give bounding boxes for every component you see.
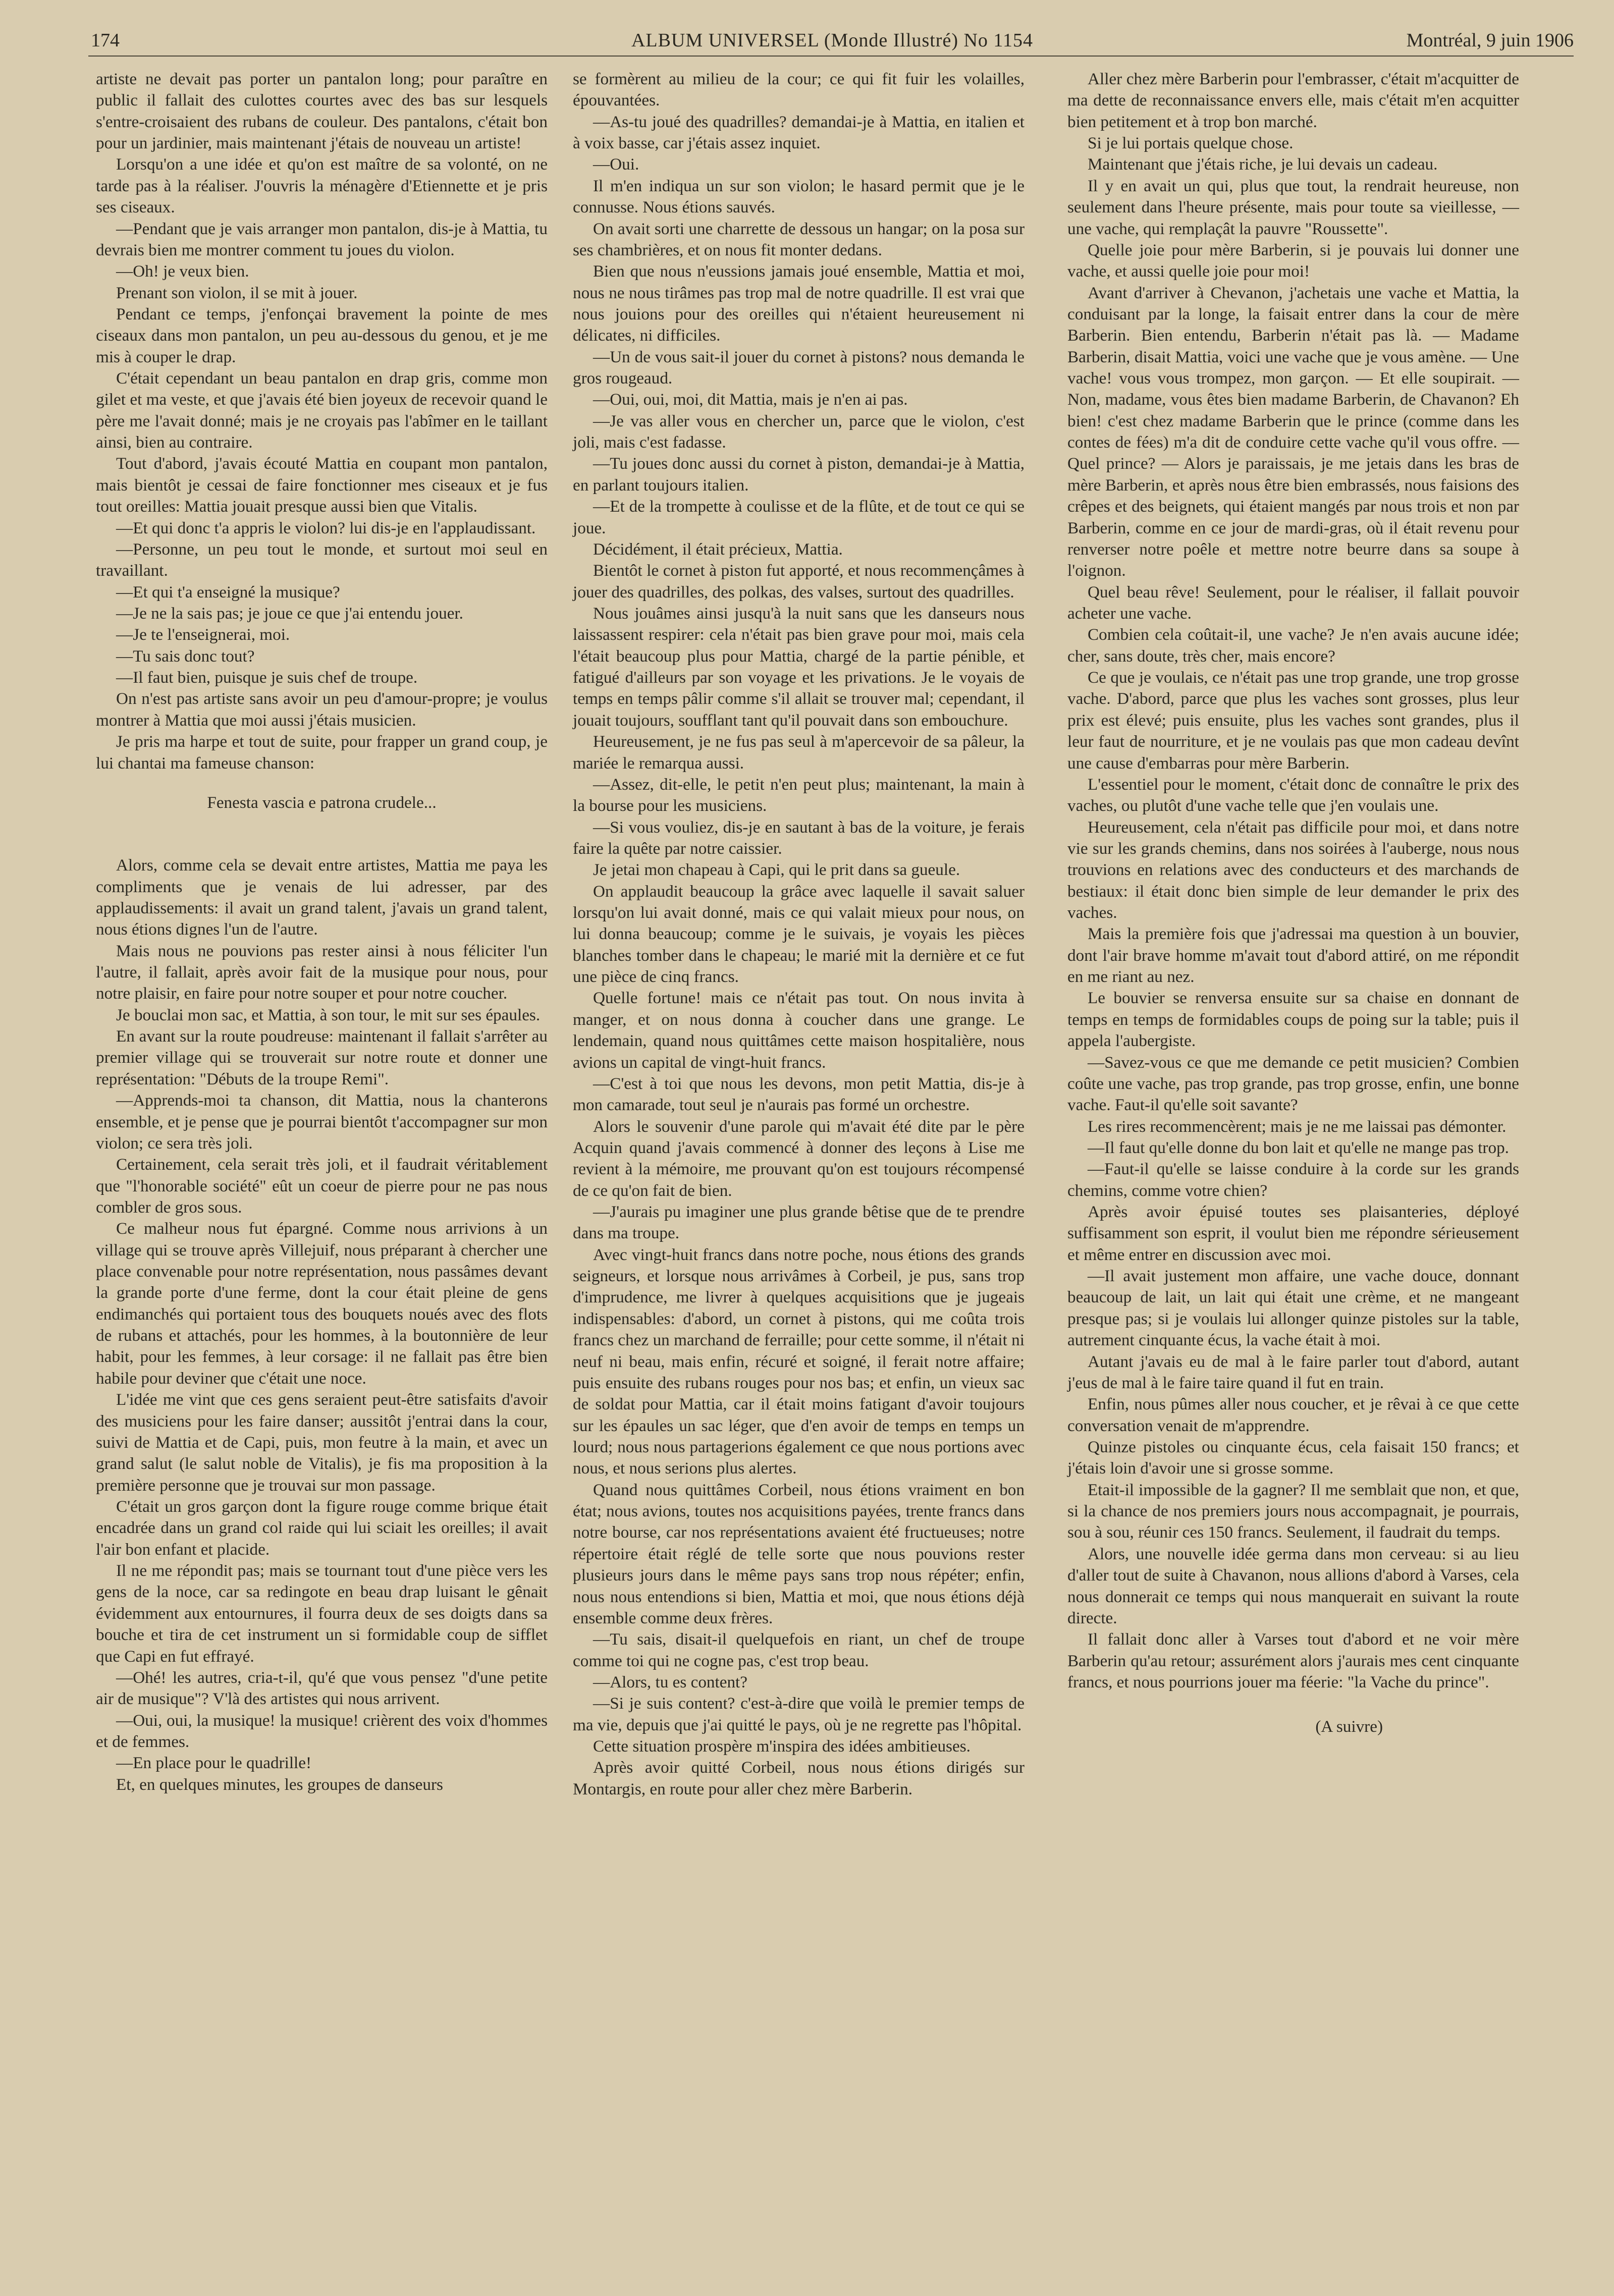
paragraph: —Personne, un peu tout le monde, et surtout moi seul en travaillant.: [96, 539, 548, 580]
paragraph: Quelle fortune! mais ce n'était pas tout. On nous invita à manger, et on nous donna à coucher dans une grange. Le lendemain, quand nous quittâmes cette maison hospitalière, nous avions un capital de vingt-huit francs.: [573, 989, 1025, 1072]
paragraph: —Il faut qu'elle donne du bon lait et qu'elle ne mange pas trop.: [1088, 1138, 1509, 1157]
paragraph: Cette situation prospère m'inspira des idées ambitieuses.: [593, 1737, 971, 1756]
paragraph: —Alors, tu es content?: [593, 1672, 747, 1691]
paragraph: artiste ne devait pas porter un pantalon long; pour paraître en public il fallait des culottes courtes avec des bas sur lesquels s'entre-croisaient des rubans de couleur. Des pantalons, c'était bon pour un jardinier, mais maintenant j'étais de nouveau un artiste!: [96, 70, 548, 153]
paragraph: Alors le souvenir d'une parole qui m'avait été dite par le père Acquin quand j'avais commencé à donner des leçons à Lise me revient à la mémoire, me prouvant qu'on est toujours récompensé de ce qu'on fait de bien.: [573, 1117, 1025, 1200]
paragraph: —Faut-il qu'elle se laisse conduire à la corde sur les grands chemins, comme votre chien?: [1067, 1160, 1519, 1200]
paragraph: —Un de vous sait-il jouer du cornet à pistons? nous demanda le gros rougeaud.: [573, 347, 1025, 388]
paragraph: Ce que je voulais, ce n'était pas une trop grande, une trop grosse vache. D'abord, parce que plus les vaches sont grosses, plus leur prix est élevé; puis ensuite, plus les vaches sont grandes, plus il leur faut de nourriture, et je ne voulais pas que mon cadeau devînt une cause d'embarras pour mère Barberin.: [1067, 668, 1519, 773]
paragraph: —Assez, dit-elle, le petit n'en peut plus; maintenant, la main à la bourse pour les musiciens.: [573, 775, 1025, 815]
paragraph: Quand nous quittâmes Corbeil, nous étions vraiment en bon état; nous avions, toutes nos acquisitions payées, trente francs dans notre bourse, car nos représentations avaient été fructueuses; notre répertoire était réglé de telle sorte que nous pouvions rester plusieurs jours dans le même pays sans trop nous répéter; enfin, nous nous entendions si bien, Mattia et moi, que nous étions déjà ensemble comme deux frères.: [573, 1480, 1025, 1627]
paragraph: —Apprends-moi ta chanson, dit Mattia, nous la chanterons ensemble, et je pense que je pourrai bientôt t'accompagner sur mon violon; ce sera très joli.: [96, 1091, 548, 1153]
paragraph: Certainement, cela serait très joli, et il faudrait véritablement que "l'honorable société" eût un coeur de pierre pour ne pas nous combler de gros sous.: [96, 1155, 548, 1217]
paragraph: Avec vingt-huit francs dans notre poche, nous étions des grands seigneurs, et lorsque nous arrivâmes à Corbeil, je pus, sans trop d'imprudence, me livrer à quelques acquisitions que je jugeais indispensables: d'abord, un cornet à pistons, qui me coûta trois francs chez un marchand de ferraille; pour cette somme, il n'était ni neuf ni beau, mais enfin, récuré et soigné, il ferait notre affaire; puis ensuite des rubans rouges pour nos bas; et enfin, un vieux sac de soldat pour Mattia, car il était moins fatigant d'avoir toujours sur les épaules un sac léger, que d'en avoir de temps en temps un lourd; nous nous partagerions également ce que nous portions avec nous, et nous serions plus alertes.: [573, 1245, 1025, 1478]
paragraph: On applaudit beaucoup la grâce avec laquelle il savait saluer lorsqu'on lui avait donné, mais ce qui valait mieux pour nous, on lui donna beaucoup; comme je le suivais, je voyais les pièces blanches tomber dans le chapeau; le marié mit la dernière et ce fut une pièce de cinq francs.: [573, 882, 1025, 987]
paragraph: Si je lui portais quelque chose.: [1088, 134, 1294, 153]
paragraph: Maintenant que j'étais riche, je lui devais un cadeau.: [1088, 155, 1438, 174]
text-column-2: [573, 69, 1025, 1800]
column-1-body: [96, 69, 548, 774]
paragraph: —Si vous vouliez, dis-je en sautant à bas de la voiture, je ferais faire la quête par notre caissier.: [573, 817, 1025, 858]
paragraph: —Si je suis content? c'est-à-dire que voilà le premier temps de ma vie, depuis que j'ai quitté le pays, où je ne regrette pas l'hôpital.: [573, 1694, 1025, 1734]
paragraph: Alors, comme cela se devait entre artistes, Mattia me paya les compliments que je venais de lui adresser, par des applaudissements: il avait un grand talent, j'avais un grand talent, nous étions dignes l'un de l'autre.: [96, 856, 548, 939]
paragraph: —Et de la trompette à coulisse et de la flûte, et de tout ce qui se joue.: [573, 497, 1025, 537]
paragraph: On avait sorti une charrette de dessous un hangar; on la posa sur ses chambrières, et on nous fit monter dedans.: [573, 219, 1025, 259]
column-1-body-continued: [96, 855, 548, 1795]
paragraph: Enfin, nous pûmes aller nous coucher, et je rêvai à ce que cette conversation venait de m'apprendre.: [1067, 1395, 1519, 1435]
paragraph: —Tu joues donc aussi du cornet à piston, demandai-je à Mattia, en parlant toujours italien.: [573, 454, 1025, 495]
paragraph: Avant d'arriver à Chevanon, j'achetais une vache et Mattia, la conduisant par la longe, la faisait entrer dans la cour de mère Barberin. Bien entendu, Barberin n'était pas là. — Madame Barberin, disait Mattia, voici une vache que je vous amène. — Une vache! vous vous trompez, mon garçon. — Et elle soupirait. — Non, madame, vous êtes bien madame Barberin, de Chavanon? Eh bien! c'est chez madame Barberin que le prince (comme dans les contes de fées) m'a dit de conduire cette vache qu'il vous offre. — Quel prince? — Alors je paraissais, je me jetais dans les bras de mère Barberin, et après nous être bien embrassés, nous faisions des crêpes et des beignets, qui étaient mangés par nous trois et non par Barberin, comme en ce jour de mardi-gras, où il était revenu pour renverser notre poêle et mettre notre beurre dans sa soupe à l'oignon.: [1067, 283, 1519, 580]
paragraph: Heureusement, je ne fus pas seul à m'apercevoir de sa pâleur, la mariée le remarqua aussi.: [573, 732, 1025, 773]
paragraph: L'essentiel pour le moment, c'était donc de connaître le prix des vaches, ou plutôt d'une vache telle que j'en voulais une.: [1067, 775, 1519, 815]
paragraph: Quinze pistoles ou cinquante écus, cela faisait 150 francs; et j'étais loin d'avoir une si grosse somme.: [1067, 1438, 1519, 1478]
paragraph: Quelle joie pour mère Barberin, si je pouvais lui donner une vache, et aussi quelle joie pour moi!: [1067, 240, 1519, 281]
paragraph: —Je te l'enseignerai, moi.: [116, 625, 290, 644]
paragraph: —Pendant que je vais arranger mon pantalon, dis-je à Mattia, tu devrais bien me montrer comment tu joues du violon.: [96, 219, 548, 259]
paragraph: —Savez-vous ce que me demande ce petit musicien? Combien coûte une vache, pas trop grande, pas trop grosse, enfin, une bonne vache. Faut-il qu'elle soit savante?: [1067, 1053, 1519, 1115]
paragraph: Je pris ma harpe et tout de suite, pour frapper un grand coup, je lui chantai ma fameuse chanson:: [96, 732, 548, 773]
paragraph: Après avoir épuisé toutes ses plaisanteries, déployé suffisamment son esprit, il voulut bien me répondre sérieusement et même entrer en discussion avec moi.: [1067, 1202, 1519, 1264]
column-3-body: [1067, 69, 1519, 1693]
paragraph: Décidément, il était précieux, Mattia.: [593, 539, 843, 559]
paragraph: —Oui, oui, la musique! la musique! crièrent des voix d'hommes et de femmes.: [96, 1711, 548, 1751]
paragraph: C'était un gros garçon dont la figure rouge comme brique était encadrée dans un grand col raide qui lui sciait les oreilles; il avait l'air bon enfant et placide.: [96, 1497, 548, 1559]
paragraph: se formèrent au milieu de la cour; ce qui fit fuir les volailles, épouvantées.: [573, 70, 1025, 110]
paragraph: —Tu sais, disait-il quelquefois en riant, un chef de troupe comme toi qui ne cogne pas, c'est trop beau.: [573, 1630, 1025, 1670]
column-2-body: [573, 69, 1025, 1800]
paragraph: Quel beau rêve! Seulement, pour le réaliser, il fallait pouvoir acheter une vache.: [1067, 582, 1519, 623]
paragraph: L'idée me vint que ces gens seraient peut-être satisfaits d'avoir des musiciens pour les faire danser; aussitôt j'entrai dans la cour, suivi de Mattia et de Capi, puis, mon feutre à la main, et avec un grand salut (le salut noble de Vitalis), je fis ma proposition à la première personne que je trouvai sur mon passage.: [96, 1390, 548, 1495]
paragraph: —C'est à toi que nous les devons, mon petit Mattia, dis-je à mon camarade, tout seul je n'aurais pas formé un orchestre.: [573, 1074, 1025, 1115]
publication-title: ALBUM UNIVERSEL (Monde Illustré) No 1154: [631, 30, 1034, 51]
page-number: 174: [91, 30, 120, 51]
paragraph: Il m'en indiqua un sur son violon; le hasard permit que je le connusse. Nous étions sauvés.: [573, 176, 1025, 217]
paragraph: Tout d'abord, j'avais écouté Mattia en coupant mon pantalon, mais bientôt je cessai de faire fonctionner mes ciseaux et je fus tout oreilles: Mattia jouait presque aussi bien que Vitalis.: [96, 454, 548, 516]
paragraph: Pendant ce temps, j'enfonçai bravement la pointe de mes ciseaux dans mon pantalon, un peu au-dessous du genou, et je me mis à couper le drap.: [96, 304, 548, 366]
paragraph: Il y en avait un qui, plus que tout, la rendrait heureuse, non seulement dans l'heure présente, mais pour toute sa vieillesse, — une vache, qui remplaçât la pauvre "Roussette".: [1067, 176, 1519, 238]
to-be-continued: (A suivre): [1315, 1717, 1383, 1736]
paragraph: C'était cependant un beau pantalon en drap gris, comme mon gilet et ma veste, et que j'avais été bien joyeux de recevoir quand le père me l'avait donné; mais je ne croyais pas l'abîmer en le taillant ainsi, bien au contraire.: [96, 369, 548, 452]
paragraph: —Oui, oui, moi, dit Mattia, mais je n'en ai pas.: [593, 390, 908, 409]
paragraph: Après avoir quitté Corbeil, nous nous étions dirigés sur Montargis, en route pour aller chez mère Barberin.: [573, 1758, 1025, 1798]
paragraph: —Il faut bien, puisque je suis chef de troupe.: [116, 668, 418, 687]
paragraph: Mais nous ne pouvions pas rester ainsi à nous féliciter l'un l'autre, il fallait, après avoir fait de la musique pour nous, pour notre plaisir, en faire pour notre souper et pour notre coucher.: [96, 941, 548, 1003]
paragraph: Heureusement, cela n'était pas difficile pour moi, et dans notre vie sur les grands chemins, dans nos soirées à l'auberge, nous nous trouvions en relations avec des conducteurs et des marchands de bestiaux: il était donc bien simple de leur demander le prix des vaches.: [1067, 817, 1519, 922]
paragraph: Je bouclai mon sac, et Mattia, à son tour, le mit sur ses épaules.: [116, 1005, 541, 1024]
paragraph: Il fallait donc aller à Varses tout d'abord et ne voir mère Barberin qu'au retour; assurément alors j'aurais mes cent cinquante francs, et nous pourrions jouer ma féerie: "la Vache du prince".: [1067, 1630, 1519, 1691]
paragraph: —Et qui donc t'a appris le violon? lui dis-je en l'applaudissant.: [116, 518, 536, 537]
paragraph: —En place pour le quadrille!: [116, 1754, 312, 1773]
paragraph: Alors, une nouvelle idée germa dans mon cerveau: si au lieu d'aller tout de suite à Chavanon, nous allions d'abord à Varses, cela nous donnerait ce temps qui nous manquerait en suivant la route directe.: [1067, 1544, 1519, 1627]
song-title: Fenesta vascia e patrona crudele...: [207, 793, 437, 812]
header-rule: [88, 56, 1574, 57]
paragraph: On n'est pas artiste sans avoir un peu d'amour-propre; je voulus montrer à Mattia que moi aussi j'étais musicien.: [96, 689, 548, 730]
paragraph: Prenant son violon, il se mit à jouer.: [116, 283, 358, 302]
text-column-1: [96, 69, 548, 1795]
paragraph: Le bouvier se renversa ensuite sur sa chaise en donnant de temps en temps de formidables coups de poing sur la table; puis il appela l'aubergiste.: [1067, 989, 1519, 1051]
paragraph: —Je ne la sais pas; je joue ce que j'ai entendu jouer.: [116, 604, 463, 623]
paragraph: —Ohé! les autres, cria-t-il, qu'é que vous pensez "d'une petite air de musique"? V'là des artistes qui nous arrivent.: [96, 1668, 548, 1709]
paragraph: Mais la première fois que j'adressai ma question à un bouvier, dont l'air brave homme m'avait tout d'abord attiré, on me répondit en me riant au nez.: [1067, 924, 1519, 987]
paragraph: —J'aurais pu imaginer une plus grande bêtise que de te prendre dans ma troupe.: [573, 1202, 1025, 1243]
paragraph: Et, en quelques minutes, les groupes de danseurs: [116, 1775, 443, 1794]
paragraph: Il ne me répondit pas; mais se tournant tout d'une pièce vers les gens de la noce, car sa redingote en beau drap luisant le gênait évidemment aux entournures, il fourra deux de ses doigts dans sa bouche et tira de cet instrument un si formidable coup de sifflet que Capi en fut effrayé.: [96, 1561, 548, 1666]
paragraph: Lorsqu'on a une idée et qu'on est maître de sa volonté, on ne tarde pas à la réaliser. J'ouvris la ménagère d'Etiennette et je pris ses ciseaux.: [96, 155, 548, 217]
page-header: [91, 29, 1574, 58]
paragraph: Etait-il impossible de la gagner? Il me semblait que non, et que, si la chance de nos premiers jours nous accompagnait, je pourrais, sou à sou, réunir ces 150 francs. Seulement, il faudrait du temps.: [1067, 1480, 1519, 1542]
paragraph: Bien que nous n'eussions jamais joué ensemble, Mattia et moi, nous ne nous tirâmes pas trop mal de notre quadrille. Il est vrai que nous jouions pour des oreilles qui n'étaient heureusement ni délicates, ni difficiles.: [573, 262, 1025, 345]
paragraph: —As-tu joué des quadrilles? demandai-je à Mattia, en italien et à voix basse, car j'étais assez inquiet.: [573, 112, 1025, 153]
paragraph: Ce malheur nous fut épargné. Comme nous arrivions à un village qui se trouve après Villejuif, nous préparant à chercher une place convenable pour notre représentation, nous passâmes devant la grande porte d'une ferme, dont la cour était pleine de gens endimanchés qui portaient tous des bouquets noués avec des flots de rubans et attachés, pour les hommes, à la boutonnière de leur habit, pour les femmes, à leur corsage: il ne fallait pas être bien habile pour deviner que c'était une noce.: [96, 1219, 548, 1388]
paragraph: Combien cela coûtait-il, une vache? Je n'en avais aucune idée; cher, sans doute, très cher, mais encore?: [1067, 625, 1519, 666]
paragraph: —Tu sais donc tout?: [116, 646, 255, 666]
paragraph: Aller chez mère Barberin pour l'embrasser, c'était m'acquitter de ma dette de reconnaissance envers elle, mais c'était m'en acquitter bien petitement et à trop bon marché.: [1067, 70, 1519, 131]
paragraph: —Il avait justement mon affaire, une vache douce, donnant beaucoup de lait, un lait qui était une crème, et ne mangeant presque pas; si je voulais lui allonger quinze pistoles sur la table, autrement cinquante écus, la vache était à moi.: [1067, 1267, 1519, 1350]
paragraph: Autant j'avais eu de mal à le faire parler tout d'abord, autant j'eus de mal à le faire taire quand il fut en train.: [1067, 1352, 1519, 1392]
paragraph: Je jetai mon chapeau à Capi, qui le prit dans sa gueule.: [593, 860, 960, 880]
paragraph: —Et qui t'a enseigné la musique?: [116, 582, 340, 602]
issue-date: Montréal, 9 juin 1906: [1406, 30, 1574, 51]
paragraph: —Oh! je veux bien.: [116, 262, 249, 281]
paragraph: En avant sur la route poudreuse: maintenant il fallait s'arrêter au premier village qui se trouverait sur notre route et donner une représentation: "Débuts de la troupe Remi".: [96, 1027, 548, 1088]
text-column-3: [1067, 69, 1519, 1738]
paragraph: Les rires recommencèrent; mais je ne me laissai pas démonter.: [1088, 1117, 1507, 1136]
paragraph: Bientôt le cornet à piston fut apporté, et nous recommençâmes à jouer des quadrilles, des polkas, des valses, surtout des quadrilles.: [573, 561, 1025, 602]
paragraph: Nous jouâmes ainsi jusqu'à la nuit sans que les danseurs nous laissassent respirer: cela n'était pas bien grave pour moi, mais cela l'était beaucoup plus pour Mattia, chargé de la partie pénible, et fatigué d'ailleurs par son voyage et les privations. Je le voyais de temps en temps pâlir comme s'il allait se trouver mal; cependant, il jouait toujours, soufflant tant qu'il pouvait dans son embouchure.: [573, 604, 1025, 730]
paragraph: —Je vas aller vous en chercher un, parce que le violon, c'est joli, mais c'est fadasse.: [573, 411, 1025, 452]
paragraph: —Oui.: [593, 155, 639, 174]
